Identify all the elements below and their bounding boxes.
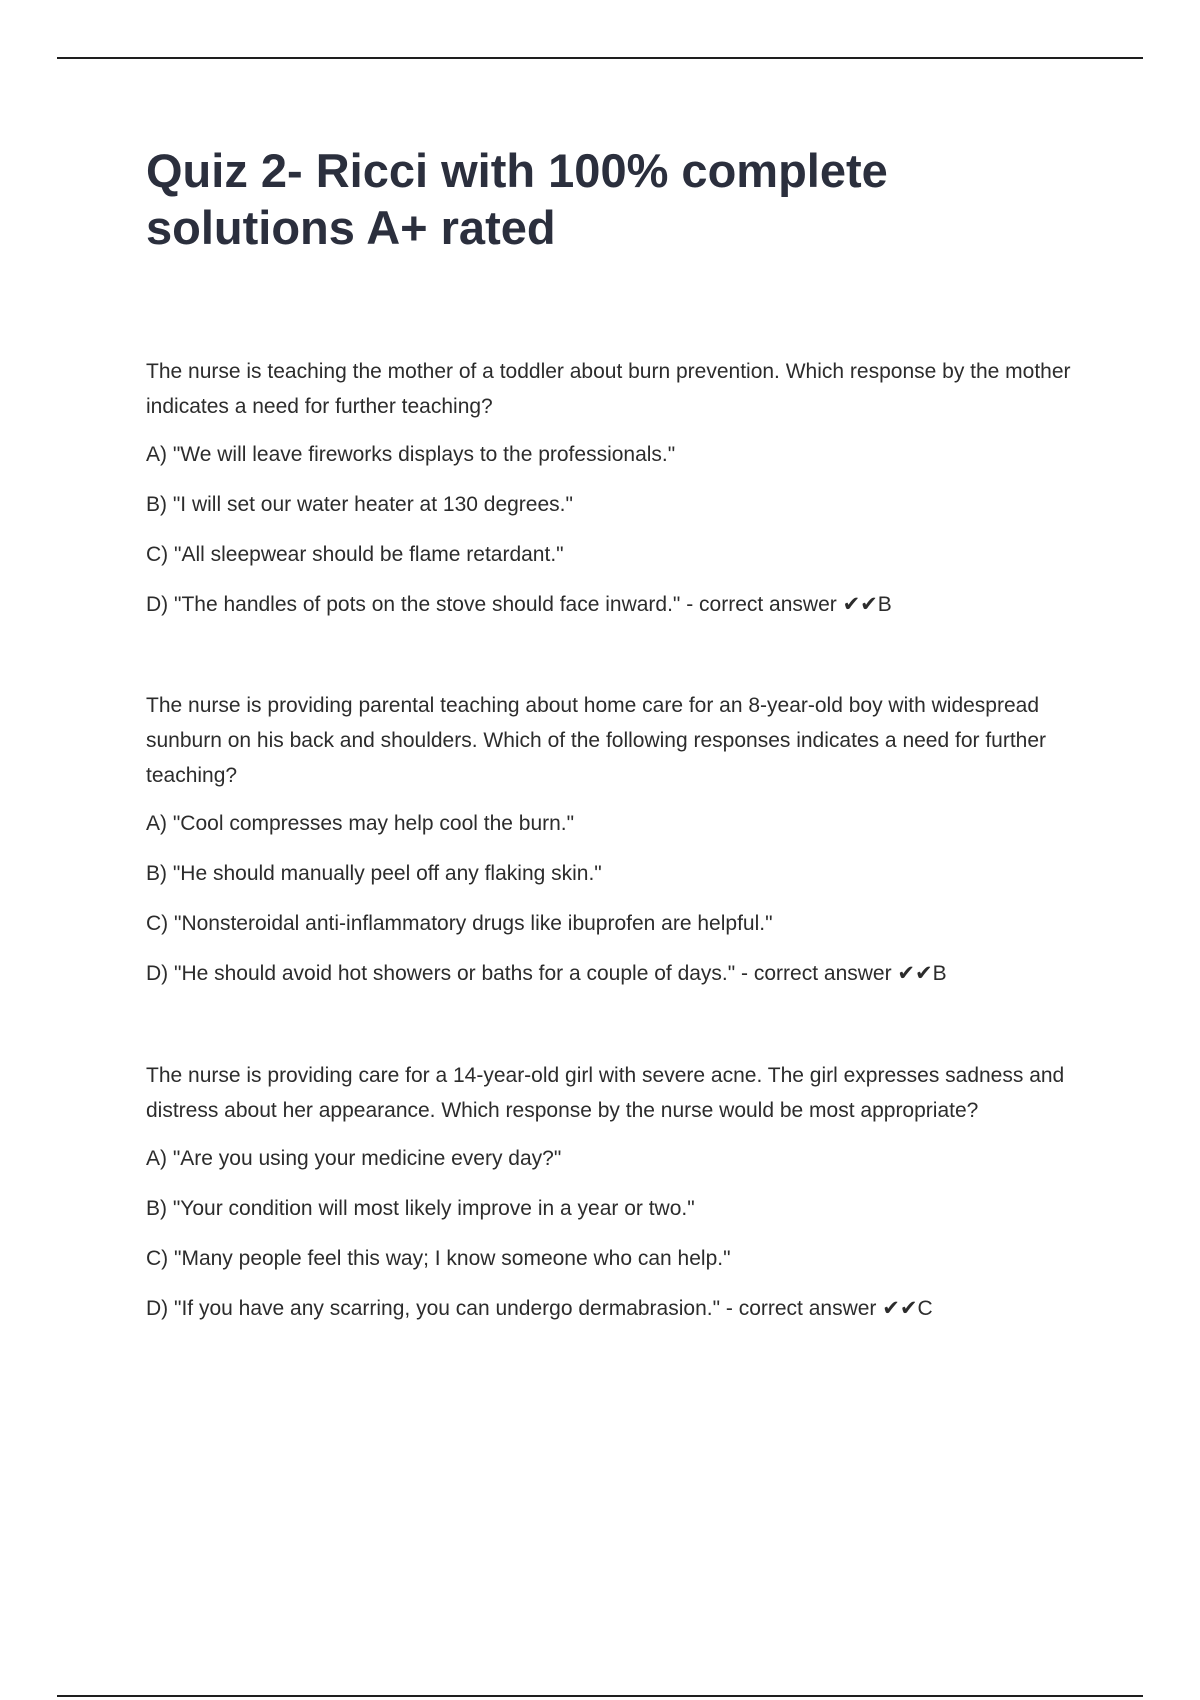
answer-option-a: A) "Are you using your medicine every day?" bbox=[146, 1147, 562, 1170]
answer-option-a: A) "We will leave fireworks displays to the professionals." bbox=[146, 443, 676, 466]
bottom-divider bbox=[57, 1695, 1143, 1697]
top-divider bbox=[57, 57, 1143, 59]
answer-option-c: C) "Many people feel this way; I know someone who can help." bbox=[146, 1247, 731, 1270]
answer-option-c: C) "All sleepwear should be flame retardant." bbox=[146, 543, 564, 566]
answer-option-d: D) "The handles of pots on the stove should face inward." - correct answer ✔✔B bbox=[146, 593, 892, 616]
answer-option-b: B) "Your condition will most likely improve in a year or two." bbox=[146, 1197, 695, 1220]
answer-option-c: C) "Nonsteroidal anti-inflammatory drugs like ibuprofen are helpful." bbox=[146, 912, 773, 935]
question-block-3 bbox=[146, 1058, 1076, 1326]
question-stem: The nurse is providing care for a 14-year-old girl with severe acne. The girl expresses sadness and distress about her appearance. Which response by the nurse would be most appropriate? bbox=[146, 1064, 1065, 1122]
answer-option-b: B) "I will set our water heater at 130 degrees." bbox=[146, 493, 573, 516]
answer-option-d: D) "If you have any scarring, you can undergo dermabrasion." - correct answer ✔✔C bbox=[146, 1297, 933, 1320]
question-block-2 bbox=[146, 688, 1076, 991]
answer-option-a: A) "Cool compresses may help cool the burn." bbox=[146, 812, 575, 835]
question-stem: The nurse is teaching the mother of a toddler about burn prevention. Which response by the mother indicates a need for further teaching? bbox=[146, 360, 1071, 418]
page-title: Quiz 2- Ricci with 100% complete solutions A+ rated bbox=[146, 144, 888, 254]
question-stem: The nurse is providing parental teaching about home care for an 8-year-old boy with widespread sunburn on his back and shoulders. Which of the following responses indicates a need for further teaching? bbox=[146, 694, 1047, 787]
answer-option-b: B) "He should manually peel off any flaking skin." bbox=[146, 862, 602, 885]
question-block-1 bbox=[146, 354, 1076, 622]
answer-option-d: D) "He should avoid hot showers or baths for a couple of days." - correct answer ✔✔B bbox=[146, 962, 947, 985]
